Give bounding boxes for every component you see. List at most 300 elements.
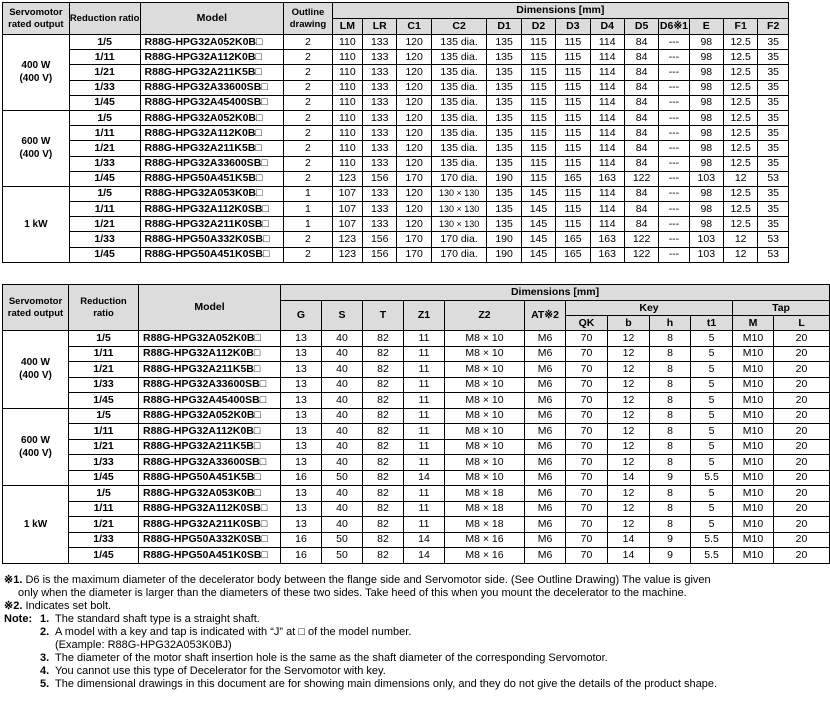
value-cell: --- [659,232,689,247]
reduction-ratio-cell: 1/11 [69,424,139,440]
value-cell: M6 [525,362,566,378]
value-cell: M8 × 16 [445,548,525,564]
value-cell: 107 [332,186,362,201]
value-cell: 12 [608,408,650,424]
value-cell: 8 [650,439,691,455]
value-cell: M6 [525,532,566,548]
value-cell: M10 [733,501,774,517]
value-cell: 170 [397,247,431,262]
value-cell: --- [659,126,689,141]
value-cell: 12 [608,424,650,440]
table-row [3,331,830,347]
value-cell: M10 [733,517,774,533]
value-cell: 2 [284,50,333,65]
header-rated-output: Servomotor rated output [3,285,69,331]
value-cell: 135 dia. [431,126,487,141]
header-col-lr: LR [363,19,397,35]
value-cell: M8 × 10 [445,346,525,362]
value-cell: 40 [322,424,363,440]
value-cell: 8 [650,455,691,471]
value-cell: 84 [624,95,658,110]
value-cell: 110 [332,141,362,156]
value-cell: 40 [322,517,363,533]
table-row [3,377,830,393]
value-cell: 11 [404,517,445,533]
value-cell: 5.5 [691,532,733,548]
model-cell: R88G-HPG32A052K0B□ [139,331,281,347]
value-cell: 13 [281,346,322,362]
value-cell: M8 × 10 [445,470,525,486]
header-col-f2: F2 [758,19,789,35]
value-cell: M6 [525,408,566,424]
value-cell: 135 [487,110,521,125]
reduction-ratio-cell: 1/5 [69,186,140,201]
value-cell: 115 [556,186,590,201]
header-col-d2: D2 [521,19,555,35]
note-text: (Example: R88G-HPG32A053K0BJ) [55,639,232,651]
value-cell: 5 [691,393,733,409]
reduction-ratio-cell: 1/11 [69,346,139,362]
value-cell: 12.5 [723,202,757,217]
reduction-ratio-cell: 1/11 [69,501,139,517]
value-cell: 14 [608,532,650,548]
value-cell: 145 [521,232,555,247]
value-cell: 82 [363,424,404,440]
value-cell: --- [659,95,689,110]
value-cell: 135 dia. [431,35,487,50]
value-cell: 98 [689,217,723,232]
table-row [3,202,789,217]
value-cell: 115 [521,171,555,186]
value-cell: 11 [404,393,445,409]
table-row [3,548,830,564]
value-cell: 50 [322,470,363,486]
value-cell: 35 [758,65,789,80]
value-cell: 114 [590,186,624,201]
value-cell: 5 [691,439,733,455]
value-cell: 135 [487,35,521,50]
value-cell: 14 [404,532,445,548]
rated-output-cell: 400 W (400 V) [3,331,69,409]
table-row [3,171,789,186]
table-row [3,35,789,50]
value-cell: M8 × 10 [445,377,525,393]
value-cell: 135 [487,95,521,110]
table-row [3,232,789,247]
value-cell: 40 [322,501,363,517]
value-cell: 82 [363,331,404,347]
rated-output-cell: 600 W (400 V) [3,408,69,486]
header-model: Model [139,285,281,331]
value-cell: 135 [487,217,521,232]
note-number: 5. [40,678,50,690]
value-cell: --- [659,80,689,95]
header-key-b: b [608,316,650,331]
value-cell: M8 × 10 [445,393,525,409]
value-cell: 70 [566,346,608,362]
value-cell: 35 [758,35,789,50]
model-cell: R88G-HPG32A33600SB□ [139,455,281,471]
value-cell: M10 [733,470,774,486]
value-cell: 145 [521,186,555,201]
table-row [3,95,789,110]
value-cell: 130 × 130 [431,186,487,201]
value-cell: --- [659,247,689,262]
value-cell: 16 [281,548,322,564]
value-cell: 20 [774,548,830,564]
value-cell: 9 [650,470,691,486]
value-cell: 53 [758,171,789,186]
value-cell: M8 × 10 [445,455,525,471]
reduction-ratio-cell: 1/45 [69,470,139,486]
value-cell: 8 [650,346,691,362]
value-cell: 11 [404,501,445,517]
value-cell: 133 [363,126,397,141]
value-cell: 135 [487,50,521,65]
value-cell: 170 [397,232,431,247]
value-cell: 190 [487,247,521,262]
value-cell: 2 [284,141,333,156]
header-col-z1: Z1 [404,301,445,331]
value-cell: 12 [723,171,757,186]
header-col-d5: D5 [624,19,658,35]
value-cell: 5 [691,455,733,471]
value-cell: M6 [525,393,566,409]
value-cell: 11 [404,377,445,393]
value-cell: 20 [774,377,830,393]
value-cell: 170 dia. [431,232,487,247]
value-cell: 35 [758,156,789,171]
note-number: 2. [40,626,50,638]
value-cell: 114 [590,110,624,125]
value-cell: 110 [332,50,362,65]
value-cell: --- [659,202,689,217]
value-cell: 120 [397,50,431,65]
value-cell: 20 [774,455,830,471]
table-row [3,186,789,201]
value-cell: --- [659,110,689,125]
value-cell: 115 [521,65,555,80]
note-text: You cannot use this type of Decelerator for the Servomotor with key. [55,665,386,677]
value-cell: 16 [281,532,322,548]
value-cell: 8 [650,377,691,393]
value-cell: 163 [590,232,624,247]
value-cell: 82 [363,517,404,533]
reduction-ratio-cell: 1/21 [69,439,139,455]
value-cell: 70 [566,486,608,502]
value-cell: M6 [525,486,566,502]
value-cell: 13 [281,486,322,502]
reduction-ratio-cell: 1/21 [69,141,140,156]
value-cell: 5 [691,486,733,502]
header-col-e: E [689,19,723,35]
reduction-ratio-cell: 1/21 [69,217,140,232]
table-row [3,346,830,362]
value-cell: 145 [521,217,555,232]
value-cell: 5 [691,517,733,533]
value-cell: 135 dia. [431,110,487,125]
header-key-qk: QK [566,316,608,331]
model-cell: R88G-HPG32A112K0SB□ [140,202,284,217]
value-cell: 115 [521,80,555,95]
value-cell: 35 [758,95,789,110]
value-cell: 103 [689,171,723,186]
value-cell: 8 [650,331,691,347]
value-cell: 84 [624,110,658,125]
value-cell: 115 [521,95,555,110]
value-cell: 5.5 [691,470,733,486]
note-text: A model with a key and tap is indicated with “J” at □ of the model number. [55,626,412,638]
value-cell: 163 [590,247,624,262]
value-cell: --- [659,65,689,80]
value-cell: 12 [608,362,650,378]
value-cell: 123 [332,247,362,262]
value-cell: 20 [774,424,830,440]
value-cell: 13 [281,362,322,378]
value-cell: 135 [487,186,521,201]
header-tap-l: L [774,316,830,331]
header-col-z2: Z2 [445,301,525,331]
value-cell: 84 [624,186,658,201]
value-cell: 20 [774,393,830,409]
value-cell: 12.5 [723,217,757,232]
value-cell: 40 [322,331,363,347]
model-cell: R88G-HPG32A211K5B□ [140,65,284,80]
value-cell: 115 [521,126,555,141]
header-col-f1: F1 [723,19,757,35]
model-cell: R88G-HPG32A211K5B□ [139,362,281,378]
value-cell: 1 [284,217,333,232]
value-cell: 2 [284,232,333,247]
table-row [3,141,789,156]
model-cell: R88G-HPG32A112K0B□ [140,50,284,65]
value-cell: 120 [397,35,431,50]
value-cell: 120 [397,202,431,217]
reduction-ratio-cell: 1/5 [69,408,139,424]
header-col-g: G [281,301,322,331]
header-key-t1: t1 [691,316,733,331]
note-item [40,613,788,626]
value-cell: M6 [525,501,566,517]
value-cell: 98 [689,186,723,201]
value-cell: 165 [556,247,590,262]
value-cell: 84 [624,80,658,95]
value-cell: 84 [624,202,658,217]
header-reduction-ratio: Reduction ratio [69,3,140,35]
value-cell: 103 [689,232,723,247]
model-cell: R88G-HPG32A45400SB□ [139,393,281,409]
value-cell: 133 [363,65,397,80]
model-cell: R88G-HPG50A451K5B□ [139,470,281,486]
value-cell: M6 [525,439,566,455]
value-cell: 12.5 [723,141,757,156]
value-cell: 133 [363,80,397,95]
table-row [3,455,830,471]
value-cell: 53 [758,247,789,262]
reduction-ratio-cell: 1/5 [69,110,140,125]
footnote-2 [4,600,788,613]
value-cell: 120 [397,95,431,110]
value-cell: 107 [332,217,362,232]
table-row [3,156,789,171]
reduction-ratio-cell: 1/33 [69,377,139,393]
value-cell: 145 [521,247,555,262]
table-row [3,517,830,533]
value-cell: 114 [590,35,624,50]
value-cell: 12.5 [723,126,757,141]
rated-output-cell: 400 W (400 V) [3,35,70,111]
reduction-ratio-cell: 1/21 [69,362,139,378]
header-reduction-ratio: Reduction ratio [69,285,139,331]
value-cell: --- [659,50,689,65]
dimensions-table-2 [2,284,830,564]
value-cell: 35 [758,80,789,95]
value-cell: 110 [332,35,362,50]
value-cell: M8 × 18 [445,501,525,517]
value-cell: 135 dia. [431,156,487,171]
value-cell: 120 [397,80,431,95]
value-cell: 2 [284,156,333,171]
value-cell: --- [659,171,689,186]
value-cell: M8 × 10 [445,362,525,378]
value-cell: 120 [397,65,431,80]
value-cell: --- [659,141,689,156]
header-col-d61: D6※1 [659,19,689,35]
value-cell: 98 [689,80,723,95]
value-cell: 110 [332,95,362,110]
value-cell: M6 [525,331,566,347]
value-cell: 70 [566,517,608,533]
value-cell: 5 [691,424,733,440]
value-cell: 12.5 [723,186,757,201]
value-cell: 163 [590,171,624,186]
note-item [40,652,788,665]
value-cell: 170 dia. [431,171,487,186]
value-cell: 122 [624,247,658,262]
value-cell: M8 × 10 [445,439,525,455]
value-cell: 2 [284,247,333,262]
reduction-ratio-cell: 1/5 [69,486,139,502]
reduction-ratio-cell: 1/33 [69,156,140,171]
header-model: Model [140,3,284,35]
value-cell: M10 [733,346,774,362]
value-cell: 82 [363,486,404,502]
value-cell: 115 [521,141,555,156]
value-cell: M10 [733,548,774,564]
value-cell: 2 [284,110,333,125]
reduction-ratio-cell: 1/21 [69,517,139,533]
value-cell: 70 [566,393,608,409]
value-cell: 11 [404,331,445,347]
value-cell: 13 [281,424,322,440]
value-cell: 115 [556,141,590,156]
value-cell: 84 [624,50,658,65]
value-cell: 5 [691,346,733,362]
model-cell: R88G-HPG32A211K0SB□ [139,517,281,533]
header-dimensions: Dimensions [mm] [281,285,830,301]
value-cell: 1 [284,186,333,201]
model-cell: R88G-HPG32A211K0SB□ [140,217,284,232]
value-cell: 13 [281,393,322,409]
value-cell: 82 [363,439,404,455]
value-cell: 135 [487,156,521,171]
model-cell: R88G-HPG50A332K0SB□ [140,232,284,247]
value-cell: 11 [404,439,445,455]
value-cell: M10 [733,532,774,548]
value-cell: 13 [281,455,322,471]
note-text: The standard shaft type is a straight shaft. [55,613,260,625]
value-cell: M6 [525,517,566,533]
value-cell: 13 [281,331,322,347]
value-cell: M8 × 10 [445,331,525,347]
value-cell: 133 [363,186,397,201]
value-cell: 40 [322,408,363,424]
note-item [40,665,788,678]
reduction-ratio-cell: 1/45 [69,247,140,262]
footnote-1-line-1: D6 is the maximum diameter of the decelerator body between the flange side and Servomotor side. (See Outline Drawing) The value is given [25,574,711,586]
value-cell: 11 [404,424,445,440]
value-cell: 156 [363,247,397,262]
value-cell: 115 [521,156,555,171]
value-cell: 14 [608,548,650,564]
value-cell: M10 [733,362,774,378]
header-col-s: S [322,301,363,331]
value-cell: --- [659,217,689,232]
header-key: Key [566,301,733,316]
value-cell: 98 [689,65,723,80]
value-cell: 98 [689,110,723,125]
value-cell: 115 [556,110,590,125]
value-cell: 135 dia. [431,141,487,156]
value-cell: 53 [758,232,789,247]
note-item [40,639,788,652]
value-cell: 40 [322,439,363,455]
header-col-d3: D3 [556,19,590,35]
value-cell: 20 [774,439,830,455]
value-cell: 2 [284,171,333,186]
value-cell: 9 [650,548,691,564]
value-cell: 20 [774,470,830,486]
value-cell: 12.5 [723,65,757,80]
header-dimensions: Dimensions [mm] [332,3,788,19]
header-outline-drawing: Outline drawing [284,3,333,35]
value-cell: 2 [284,35,333,50]
model-cell: R88G-HPG32A053K0B□ [139,486,281,502]
value-cell: M10 [733,377,774,393]
value-cell: 13 [281,408,322,424]
model-cell: R88G-HPG32A45400SB□ [140,95,284,110]
value-cell: 110 [332,110,362,125]
value-cell: 114 [590,65,624,80]
value-cell: 35 [758,110,789,125]
value-cell: 35 [758,50,789,65]
model-cell: R88G-HPG32A052K0B□ [140,110,284,125]
model-cell: R88G-HPG50A451K5B□ [140,171,284,186]
header-tap-m: M [733,316,774,331]
value-cell: M6 [525,346,566,362]
header-col-at2: AT※2 [525,301,566,331]
value-cell: 82 [363,362,404,378]
value-cell: 12 [723,247,757,262]
value-cell: 133 [363,110,397,125]
value-cell: 115 [556,156,590,171]
footnote-1 [4,574,788,587]
value-cell: 120 [397,217,431,232]
value-cell: 20 [774,517,830,533]
value-cell: M6 [525,455,566,471]
value-cell: 12.5 [723,80,757,95]
table-row [3,470,830,486]
